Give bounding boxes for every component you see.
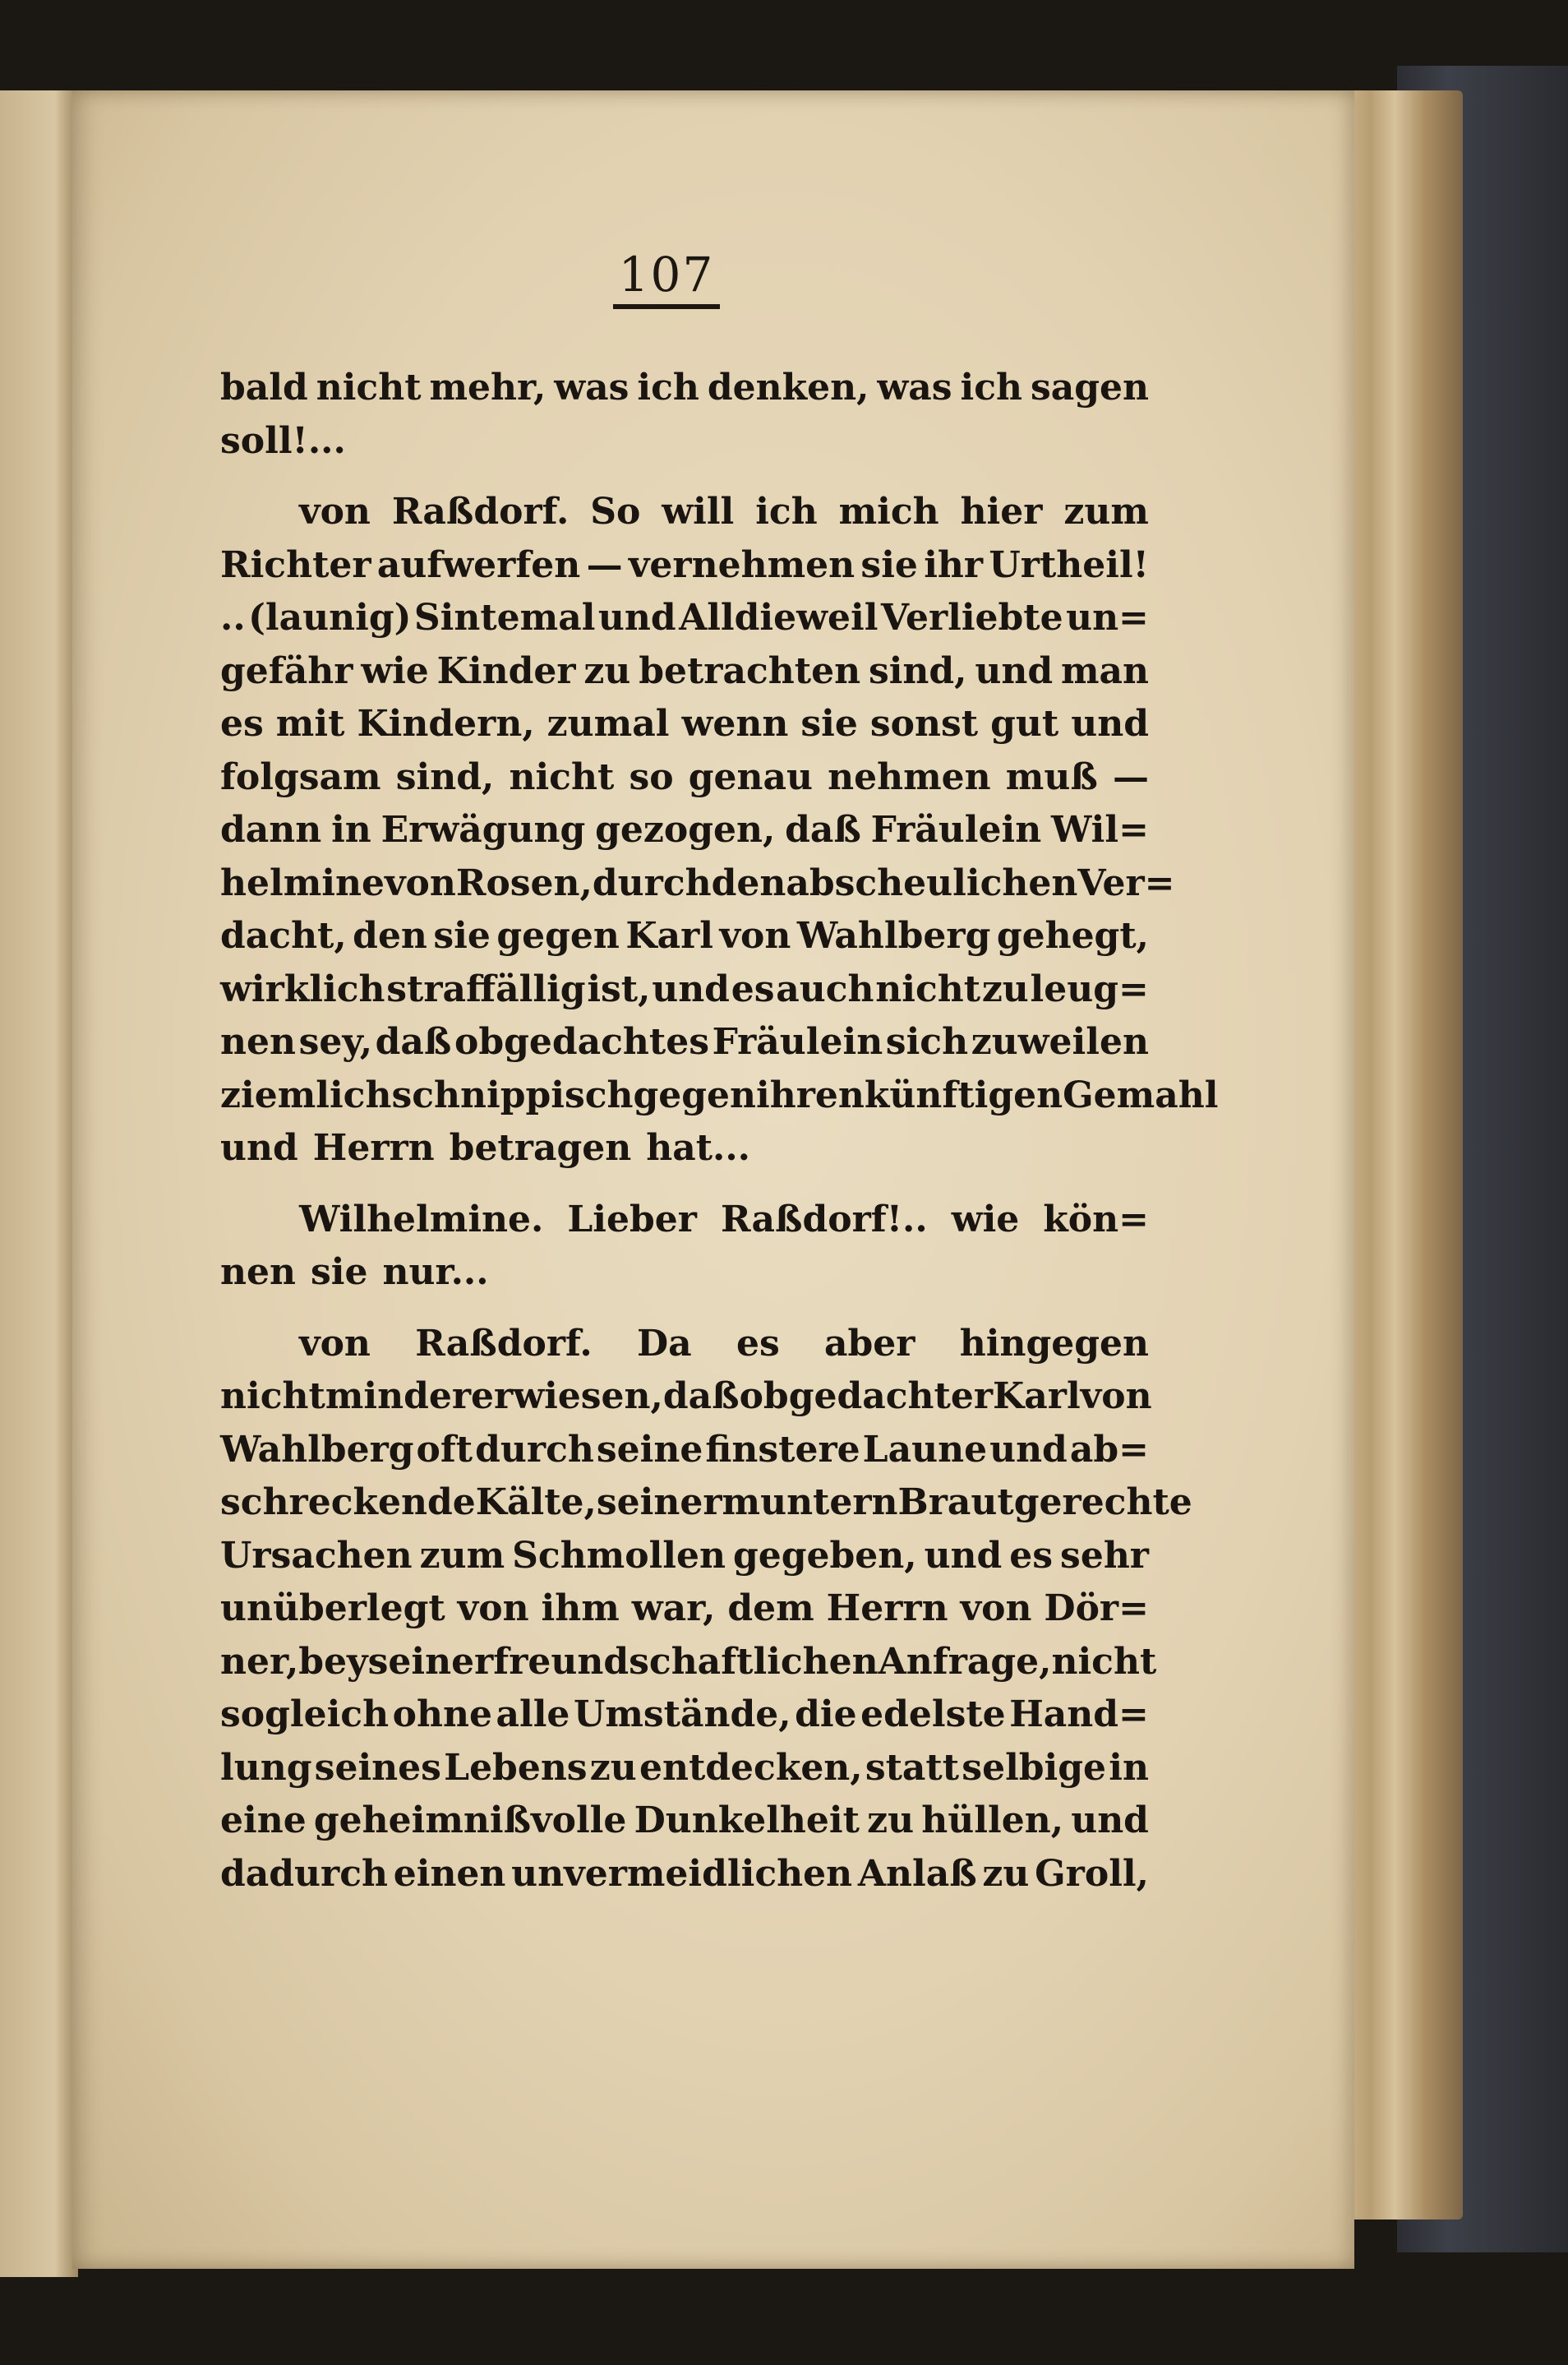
text-line: nicht minder erwiesen, daß obgedachter Karl von bbox=[220, 1375, 1152, 1417]
page-number: 107 bbox=[618, 247, 715, 303]
text-line: sogleich ohne alle Umstände, die edelste Hand= bbox=[220, 1693, 1149, 1735]
text-line: .. (launig) Sintemal und Alldieweil Verliebte un= bbox=[220, 597, 1149, 639]
text-line: eine geheimnißvolle Dunkelheit zu hüllen, und bbox=[220, 1799, 1149, 1841]
text-line: Wahlberg oft durch seine finstere Laune und ab= bbox=[220, 1428, 1149, 1471]
text-line: gefähr wie Kinder zu betrachten sind, und man bbox=[220, 649, 1149, 692]
text-line: ner, bey seiner freundschaftlichen Anfrage, nicht bbox=[220, 1640, 1157, 1683]
text-line: unüberlegt von ihm war, dem Herrn von Dör= bbox=[220, 1587, 1149, 1629]
text-line: und Herrn betragen hat... bbox=[220, 1127, 750, 1169]
text-line: schreckende Kälte, seiner muntern Braut gerechte bbox=[220, 1481, 1192, 1523]
text-line: von Raßdorf. So will ich mich hier zum bbox=[299, 491, 1149, 533]
text-line: von Raßdorf. Da es aber hingegen bbox=[299, 1322, 1149, 1365]
text-block bbox=[220, 362, 1219, 1901]
text-line: helmine von Rosen, durch den abscheulichen Ver= bbox=[220, 861, 1175, 904]
text-line: dann in Erwägung gezogen, daß Fräulein Wil= bbox=[220, 809, 1149, 851]
text-line: ziemlich schnippisch gegen ihren künftigen Gemahl bbox=[220, 1074, 1219, 1116]
text-line: dacht, den sie gegen Karl von Wahlberg gehegt, bbox=[220, 915, 1149, 957]
text-line: folgsam sind, nicht so genau nehmen muß — bbox=[220, 755, 1149, 798]
text-line: Wilhelmine. Lieber Raßdorf!.. wie kön= bbox=[299, 1198, 1149, 1240]
text-line: nen sie nur... bbox=[220, 1251, 489, 1293]
text-line: dadurch einen unvermeidlichen Anlaß zu Groll, bbox=[220, 1852, 1149, 1895]
text-line: Ursachen zum Schmollen gegeben, und es sehr bbox=[220, 1534, 1149, 1577]
text-line: es mit Kindern, zumal wenn sie sonst gut und bbox=[220, 703, 1149, 745]
page-number-rule bbox=[613, 304, 720, 309]
text-line: Richter aufwerfen — vernehmen sie ihr Urtheil! bbox=[220, 543, 1149, 586]
text-line: bald nicht mehr, was ich denken, was ich sagen bbox=[220, 367, 1149, 409]
text-line: lung seines Lebens zu entdecken, statt selbige in bbox=[220, 1746, 1149, 1789]
text-line: nen sey, daß obgedachtes Fräulein sich zuweilen bbox=[220, 1021, 1149, 1063]
page-edges bbox=[1340, 90, 1463, 2219]
facing-page-edge bbox=[0, 90, 78, 2277]
text-line: soll!... bbox=[220, 419, 346, 462]
text-line: wirklich straffällig ist, und es auch nicht zu leug= bbox=[220, 968, 1149, 1010]
